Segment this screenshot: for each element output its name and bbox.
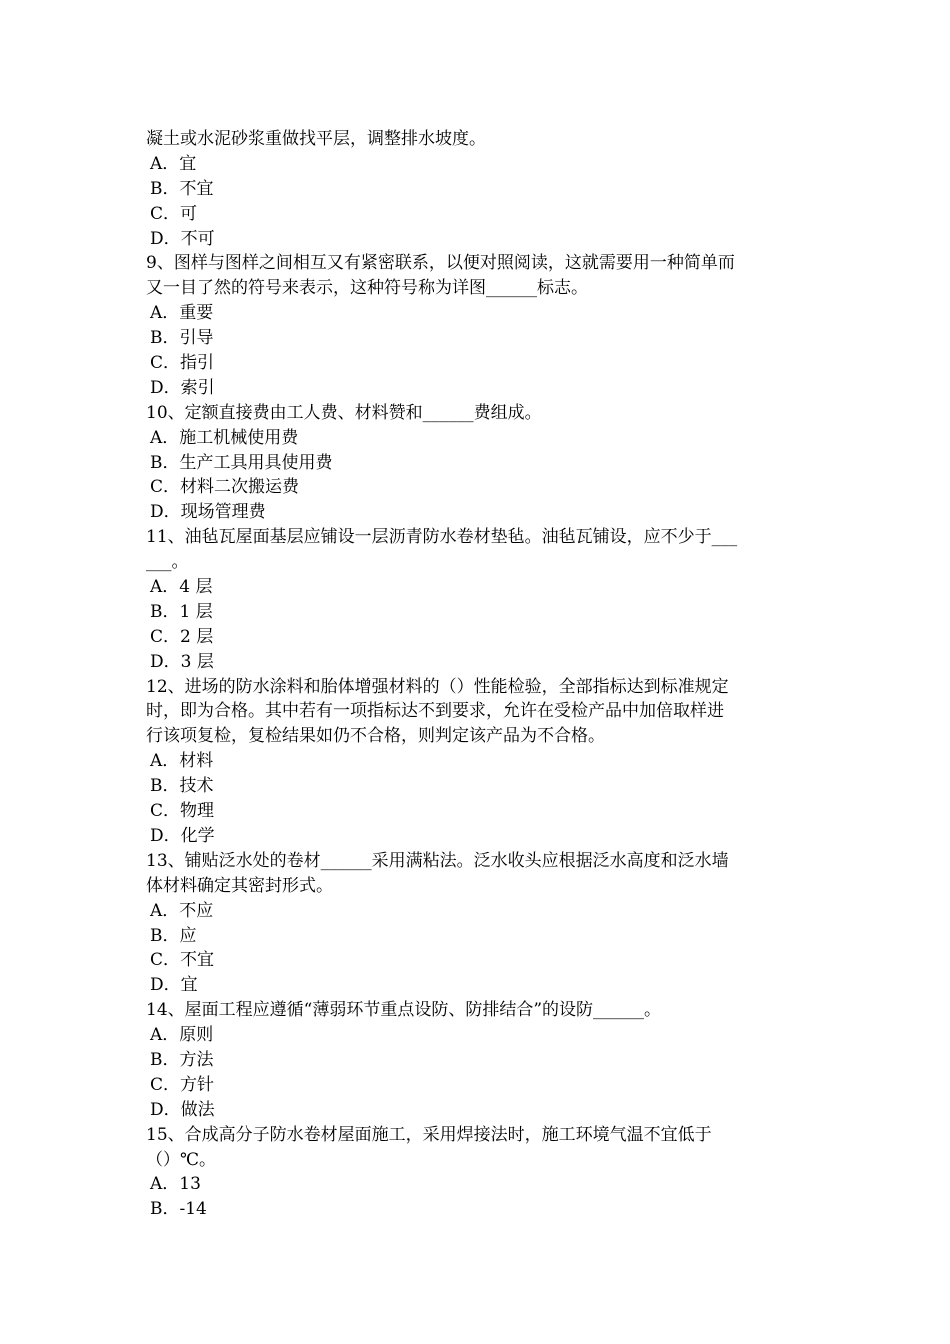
q9-option-a: A．重要 [150, 303, 214, 324]
q12-option-c: C．物理 [150, 801, 215, 822]
q13-stem-line-1: 13、铺贴泛水处的卷材______采用满粘法。泛水收头应根据泛水高度和泛水墙 [146, 850, 729, 871]
q14-stem-line-1: 14、屋面工程应遵循“薄弱环节重点设防、防排结合”的设防______。 [146, 1000, 662, 1021]
q12-stem-line-3: 行该项复检，复检结果如仍不合格，则判定该产品为不合格。 [146, 726, 605, 747]
q13-option-a: A．不应 [150, 900, 214, 921]
q8-option-c: C．可 [150, 203, 198, 224]
q11-option-a: A．4 层 [150, 577, 213, 598]
q9-option-b: B．引导 [150, 328, 214, 349]
q13-stem-line-2: 体材料确定其密封形式。 [146, 875, 333, 896]
q14-option-c: C．方针 [150, 1074, 215, 1095]
q9-option-d: D．索引 [150, 377, 215, 398]
q14-option-a: A．原则 [150, 1025, 214, 1046]
q12-stem-line-2: 时，即为合格。其中若有一项指标达不到要求，允许在受检产品中加倍取样进 [146, 701, 724, 722]
q13-option-b: B．应 [150, 925, 197, 946]
q15-option-a: A．13 [150, 1174, 201, 1195]
q15-stem-line-1: 15、合成高分子防水卷材屋面施工，采用焊接法时，施工环境气温不宜低于 [146, 1124, 712, 1145]
q9-option-c: C．指引 [150, 353, 215, 374]
q8-option-b: B．不宜 [150, 178, 214, 199]
q15-stem-line-2: （）℃。 [146, 1149, 217, 1170]
q13-option-c: C．不宜 [150, 950, 215, 971]
q10-stem-line-1: 10、定额直接费由工人费、材料赞和______费组成。 [146, 402, 542, 423]
q11-option-c: C．2 层 [150, 626, 214, 647]
q10-option-b: B．生产工具用具使用费 [150, 452, 333, 473]
q13-option-d: D．宜 [150, 975, 198, 996]
q11-option-b: B．1 层 [150, 601, 213, 622]
q12-stem-line-1: 12、进场的防水涂料和胎体增强材料的（）性能检验，全部指标达到标准规定 [146, 676, 729, 697]
q8-option-d: D．不可 [150, 228, 215, 249]
q11-stem-line-1: 11、油毡瓦屋面基层应铺设一层沥青防水卷材垫毡。油毡瓦铺设，应不少于___ [146, 527, 738, 548]
q8-option-a: A．宜 [150, 153, 197, 174]
q9-stem-line-2: 又一目了然的符号来表示，这种符号称为详图______标志。 [146, 278, 588, 299]
continuation-text: 凝土或水泥砂浆重做找平层，调整排水坡度。 [146, 129, 486, 149]
q10-option-d: D．现场管理费 [150, 502, 266, 523]
q12-option-d: D．化学 [150, 825, 215, 846]
q14-option-d: D．做法 [150, 1099, 215, 1120]
q10-option-c: C．材料二次搬运费 [150, 477, 300, 498]
q9-stem-line-1: 9、图样与图样之间相互又有紧密联系，以便对照阅读，这就需要用一种简单而 [146, 253, 735, 274]
q10-option-a: A．施工机械使用费 [150, 427, 299, 448]
q14-option-b: B．方法 [150, 1049, 214, 1070]
q12-option-b: B．技术 [150, 776, 214, 797]
q11-option-d: D．3 层 [150, 651, 214, 672]
q12-option-a: A．材料 [150, 751, 214, 772]
question-text-block [146, 127, 812, 1222]
q11-stem-line-2: ___。 [146, 552, 189, 573]
q15-option-b: B．-14 [150, 1199, 207, 1220]
